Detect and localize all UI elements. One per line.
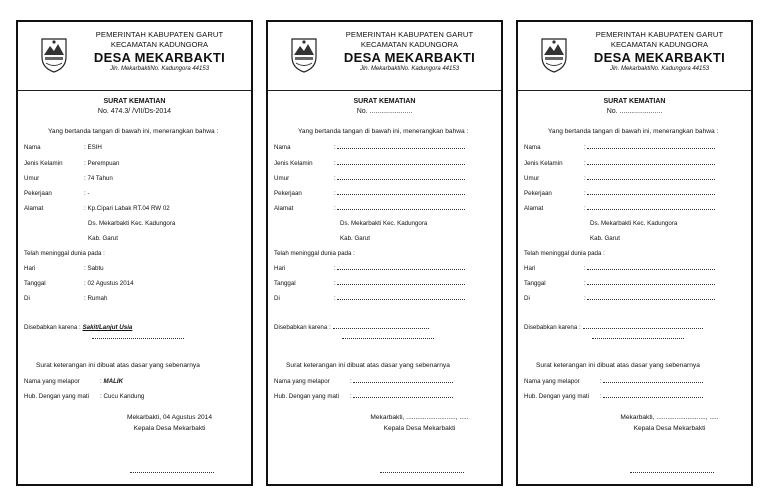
blank-field: : — [600, 393, 703, 400]
label-jenis-kelamin: Jenis Kelamin — [24, 160, 63, 167]
label-hari: Hari — [274, 265, 286, 272]
blank-field: : — [334, 295, 465, 302]
label-pelapor: Nama yang melapor — [24, 378, 80, 385]
garut-emblem-icon — [288, 35, 320, 73]
statement-text: Surat keterangan ini dibuat atas dasar yang sebenarnya — [536, 362, 700, 369]
header-village: DESA MEKARBAKTI — [343, 50, 476, 65]
row-alamat — [24, 205, 43, 212]
label-nama: Nama — [274, 144, 291, 151]
blank-field: : — [334, 205, 465, 212]
blank-field: : — [584, 190, 715, 197]
label-hubungan: Hub. Dengan yang mati — [24, 393, 90, 400]
signature-line — [630, 470, 714, 473]
label-telah-meninggal: Telah meninggal dunia pada : — [24, 250, 105, 257]
label-jenis-kelamin: Jenis Kelamin — [274, 160, 313, 167]
garut-emblem-icon — [538, 35, 570, 73]
dotted-line — [92, 336, 184, 339]
label-di: Di — [524, 295, 530, 302]
label-umur: Umur — [24, 175, 40, 182]
row-hari — [24, 265, 35, 272]
header-line1: PEMERINTAH KABUPATEN GARUT — [345, 30, 474, 39]
label-tanggal: Tanggal — [274, 280, 296, 287]
value-alamat-desa: Ds. Mekarbakti Kec. Kadungora — [590, 220, 678, 227]
form-filled — [16, 20, 253, 486]
signer-title: Kepala Desa Mekarbakti — [383, 425, 456, 432]
row-disebabkan — [524, 324, 703, 331]
header-address: Jln. MekarbaktiNo. Kadungora 44153 — [609, 66, 710, 72]
value-alamat-desa: Ds. Mekarbakti Kec. Kadungora — [88, 220, 176, 227]
value-alamat-kab: Kab. Garut — [590, 235, 620, 242]
row-hubungan — [24, 393, 89, 400]
value-pekerjaan: : - — [84, 190, 90, 197]
label-pekerjaan: Pekerjaan — [274, 190, 302, 197]
value-umur: : 74 Tahun — [84, 175, 113, 182]
doc-number: No. ...................... — [356, 108, 413, 115]
label-umur: Umur — [274, 175, 290, 182]
label-hari: Hari — [524, 265, 536, 272]
signer-title: Kepala Desa Mekarbakti — [633, 425, 706, 432]
value-hari: : Sabtu — [84, 265, 104, 272]
doc-title: SURAT KEMATIAN — [103, 98, 166, 105]
value-alamat: : Kp.Cipari Labak RT.04 RW 02 — [84, 205, 170, 212]
row-disebabkan — [24, 324, 132, 331]
label-tanggal: Tanggal — [524, 280, 546, 287]
form-blank-2 — [516, 20, 753, 486]
label-tanggal: Tanggal — [24, 280, 46, 287]
label-disebabkan: Disebabkan karena : — [24, 324, 81, 331]
row-disebabkan — [274, 324, 429, 331]
blank-field: : — [334, 144, 465, 151]
header-line1: PEMERINTAH KABUPATEN GARUT — [595, 30, 724, 39]
doc-number: No. ...................... — [606, 108, 663, 115]
statement-text: Surat keterangan ini dibuat atas dasar yang sebenarnya — [286, 362, 450, 369]
value-alamat-desa: Ds. Mekarbakti Kec. Kadungora — [340, 220, 428, 227]
label-di: Di — [24, 295, 30, 302]
value-di: : Rumah — [84, 295, 108, 302]
label-pekerjaan: Pekerjaan — [24, 190, 52, 197]
form-blank — [266, 20, 503, 486]
place-date: Mekarbakti, ..........................., ..... — [370, 414, 469, 421]
blank-field: : — [584, 265, 715, 272]
header-divider — [518, 90, 751, 91]
doc-number: No. 474.3/ /VII/Ds-2014 — [97, 108, 172, 115]
statement-text: Surat keterangan ini dibuat atas dasar yang sebenarnya — [36, 362, 200, 369]
header-village: DESA MEKARBAKTI — [93, 50, 226, 65]
value-alamat-kab: Kab. Garut — [340, 235, 370, 242]
value-nama: : ESIH — [84, 144, 102, 151]
letterhead — [18, 22, 251, 84]
blank-field: : — [334, 190, 465, 197]
label-hubungan: Hub. Dengan yang mati — [524, 393, 590, 400]
label-di: Di — [274, 295, 280, 302]
place-date: Mekarbakti, ..........................., ..... — [620, 414, 719, 421]
blank-field: : — [584, 175, 715, 182]
row-pelapor — [24, 378, 80, 385]
intro-text: Yang bertanda tangan di bawah ini, menerangkan bahwa : — [298, 128, 469, 135]
value-sebab: Sakit/Lanjut Usia — [82, 324, 133, 331]
signature-line — [130, 470, 214, 473]
label-umur: Umur — [524, 175, 540, 182]
label-pelapor: Nama yang melapor — [274, 378, 330, 385]
signer-title: Kepala Desa Mekarbakti — [133, 425, 206, 432]
label-pekerjaan: Pekerjaan — [524, 190, 552, 197]
blank-field: : — [334, 160, 465, 167]
blank-field: : — [584, 205, 715, 212]
header-divider — [268, 90, 501, 91]
header-divider — [18, 90, 251, 91]
letterhead — [518, 22, 751, 84]
row-nama — [24, 144, 41, 151]
label-hubungan: Hub. Dengan yang mati — [274, 393, 340, 400]
label-telah-meninggal: Telah meninggal dunia pada : — [274, 250, 355, 257]
label-telah-meninggal: Telah meninggal dunia pada : — [524, 250, 605, 257]
intro-text: Yang bertanda tangan di bawah ini, menerangkan bahwa : — [548, 128, 719, 135]
row-di — [24, 295, 30, 302]
blank-field: : — [350, 378, 453, 385]
value-jenis-kelamin: : Perempuan — [84, 160, 120, 167]
value-pelapor: : MALIK — [100, 378, 124, 385]
label-alamat: Alamat — [24, 205, 44, 212]
dotted-line — [592, 336, 684, 339]
label-alamat: Alamat — [524, 205, 544, 212]
value-alamat-kab: Kab. Garut — [88, 235, 118, 242]
row-pekerjaan — [24, 190, 52, 197]
label-hari: Hari — [24, 265, 36, 272]
header-address: Jln. MekarbaktiNo. Kadungora 44153 — [109, 66, 210, 72]
header-village: DESA MEKARBAKTI — [593, 50, 726, 65]
label-nama: Nama — [524, 144, 541, 151]
signature-line — [380, 470, 464, 473]
garut-emblem-icon — [38, 35, 70, 73]
header-address: Jln. MekarbaktiNo. Kadungora 44153 — [359, 66, 460, 72]
row-umur — [24, 175, 39, 182]
blank-field: : — [600, 378, 703, 385]
row-jenis-kelamin — [24, 160, 63, 167]
label-nama: Nama — [24, 144, 41, 151]
value-hubungan: : Cucu Kandung — [100, 393, 145, 400]
label-pelapor: Nama yang melapor — [524, 378, 580, 385]
header-line2: KECAMATAN KADUNGORA — [110, 40, 209, 49]
doc-title: SURAT KEMATIAN — [353, 98, 416, 105]
header-line1: PEMERINTAH KABUPATEN GARUT — [95, 30, 224, 39]
label-disebabkan: Disebabkan karena : — [274, 324, 331, 331]
blank-field: : — [334, 175, 465, 182]
intro-text: Yang bertanda tangan di bawah ini, menerangkan bahwa : — [48, 128, 219, 135]
place-date: Mekarbakti, 04 Agustus 2014 — [126, 414, 213, 421]
blank-field: : — [334, 265, 465, 272]
blank-field: : — [334, 280, 465, 287]
blank-field: : — [584, 280, 715, 287]
header-line2: KECAMATAN KADUNGORA — [360, 40, 459, 49]
label-jenis-kelamin: Jenis Kelamin — [524, 160, 563, 167]
letterhead — [268, 22, 501, 84]
label-alamat: Alamat — [274, 205, 294, 212]
blank-field: : — [584, 295, 715, 302]
blank-field: : — [350, 393, 453, 400]
dotted-line — [342, 336, 434, 339]
blank-field: : — [584, 144, 715, 151]
label-disebabkan: Disebabkan karena : — [524, 324, 581, 331]
blank-field: : — [584, 160, 715, 167]
value-tanggal: : 02 Agustus 2014 — [84, 280, 134, 287]
doc-title: SURAT KEMATIAN — [603, 98, 666, 105]
header-line2: KECAMATAN KADUNGORA — [610, 40, 709, 49]
row-tanggal — [24, 280, 46, 287]
